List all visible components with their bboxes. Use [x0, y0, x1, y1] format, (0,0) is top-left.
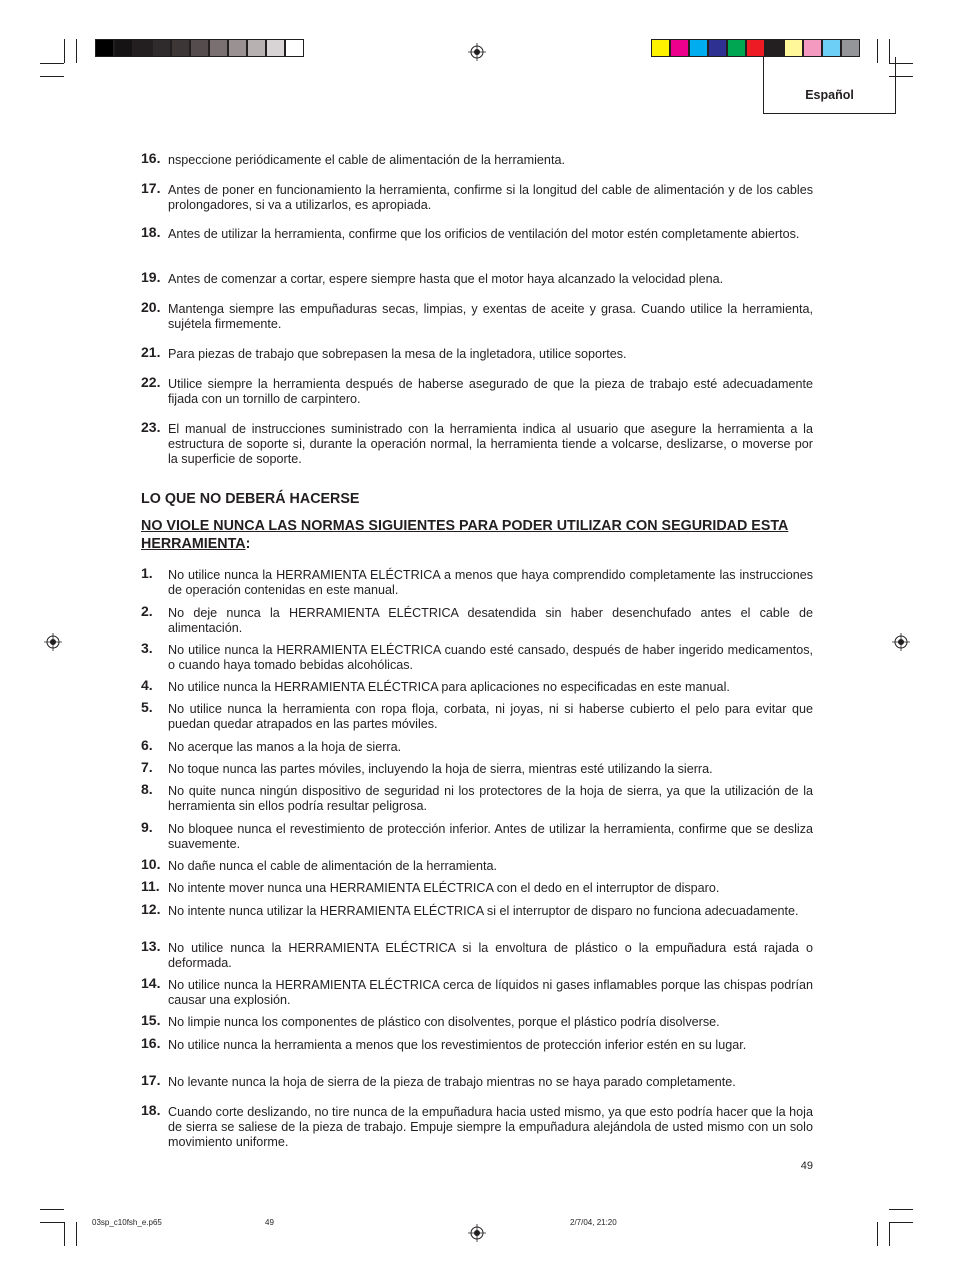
list-item: [141, 419, 813, 467]
color-swatch: [784, 39, 803, 57]
item-number: 8.: [141, 781, 153, 797]
list-item: [141, 1012, 813, 1030]
crop-mark: [76, 39, 77, 63]
item-number: 20.: [141, 299, 161, 315]
color-swatch: [651, 39, 670, 57]
color-swatch: [152, 39, 171, 57]
list-item: [141, 737, 813, 755]
item-text: Antes de comenzar a cortar, espere siempre hasta que el motor haya alcanzado la velocidad plena.: [168, 272, 724, 286]
item-text: Utilice siempre la herramienta después de haberse asegurado de que la pieza de trabajo esté adecuadamente fijada con un tornillo de carpintero.: [168, 377, 813, 406]
item-text: No acerque las manos a la hoja de sierra.: [168, 740, 402, 754]
item-number: 11.: [141, 878, 160, 894]
item-text: No deje nunca la HERRAMIENTA ELÉCTRICA desatendida sin haber desenchufado antes el cable de alimentación.: [168, 606, 813, 635]
color-swatch: [803, 39, 822, 57]
item-text: No bloquee nunca el revestimiento de protección inferior. Antes de utilizar la herramienta, confirme que se desliza suavemente.: [168, 822, 813, 851]
color-swatch: [209, 39, 228, 57]
item-text: No dañe nunca el cable de alimentación de la herramienta.: [168, 859, 498, 873]
item-text: No utilice nunca la HERRAMIENTA ELÉCTRICA a menos que haya comprendido completamente las instrucciones de operación contenidas en este manual.: [168, 568, 813, 597]
list-item: [141, 1035, 813, 1053]
list-item: [141, 299, 813, 332]
crop-mark: [40, 63, 64, 64]
file-name: 03sp_c10fsh_e.p65: [92, 1218, 162, 1227]
list-item: [141, 819, 813, 852]
color-swatch: [765, 39, 784, 57]
list-item: [141, 856, 813, 874]
color-swatch: [266, 39, 285, 57]
item-text: No limpie nunca los componentes de plástico con disolventes, porque el plástico podría disolverse.: [168, 1015, 720, 1029]
item-number: 6.: [141, 737, 153, 753]
color-swatch: [228, 39, 247, 57]
list-item: [141, 1072, 813, 1090]
list-item: [141, 565, 813, 598]
color-swatch: [746, 39, 765, 57]
color-swatch: [133, 39, 152, 57]
item-number: 9.: [141, 819, 153, 835]
crop-mark: [40, 76, 64, 77]
crop-mark: [76, 1222, 77, 1246]
list-item: [141, 781, 813, 814]
item-text: El manual de instrucciones suministrado con la herramienta indica al usuario que asegure la herramienta a la estructura de soporte si, durante la operación normal, la herramienta tiende a volcarse, deslizarse, o moverse por la superficie de soporte.: [168, 422, 813, 466]
color-swatch: [841, 39, 860, 57]
item-number: 15.: [141, 1012, 161, 1028]
item-text: No quite nunca ningún dispositivo de seguridad ni los protectores de la hoja de sierra, ya que la utilización de la herramienta sin ellos podría resultar peligrosa.: [168, 784, 813, 813]
item-text: No utilice nunca la HERRAMIENTA ELÉCTRICA si la envoltura de plástico o la empuñadura está rajada o deformada.: [168, 941, 813, 970]
item-text: No intente mover nunca una HERRAMIENTA ELÉCTRICA con el dedo en el interruptor de disparo.: [168, 881, 720, 895]
item-number: 13.: [141, 938, 161, 954]
list-item: [141, 878, 813, 896]
list-item: [141, 901, 813, 919]
section-subtitle-text: NO VIOLE NUNCA LAS NORMAS SIGUIENTES PARA PODER UTILIZAR CON SEGURIDAD ESTA HERRAMIENTA: [141, 518, 789, 552]
item-number: 10.: [141, 856, 161, 872]
item-text: No utilice nunca la herramienta con ropa floja, corbata, ni joyas, ni si haberse cubierto el pelo para evitar que puedan quedar atrapados en las partes móviles.: [168, 702, 813, 731]
list-item: [141, 180, 813, 213]
color-swatch: [670, 39, 689, 57]
item-text: Mantenga siempre las empuñaduras secas, limpias, y exentas de aceite y grasa. Cuando utilice la herramienta, sujétela firmemente.: [168, 302, 813, 331]
section-subtitle: [141, 517, 813, 553]
color-swatch: [171, 39, 190, 57]
list-item: [141, 1102, 813, 1150]
crop-mark: [889, 1222, 890, 1246]
section-title: LO QUE NO DEBERÁ HACERSE: [141, 491, 360, 507]
crop-mark: [889, 1222, 913, 1223]
crop-mark: [889, 1209, 913, 1210]
item-number: 18.: [141, 224, 161, 240]
item-text: Para piezas de trabajo que sobrepasen la mesa de la ingletadora, utilice soportes.: [168, 347, 627, 361]
list-item: [141, 603, 813, 636]
item-text: No intente nunca utilizar la HERRAMIENTA ELÉCTRICA si el interruptor de disparo no funciona adecuadamente.: [168, 904, 799, 918]
color-swatch: [114, 39, 133, 57]
color-swatch: [708, 39, 727, 57]
item-text: nspeccione periódicamente el cable de alimentación de la herramienta.: [168, 153, 565, 167]
list-item: [141, 374, 813, 407]
item-number: 7.: [141, 759, 153, 775]
item-number: 19.: [141, 269, 161, 285]
item-number: 14.: [141, 975, 161, 991]
color-swatch: [247, 39, 266, 57]
list-item: [141, 150, 813, 168]
list-item: [141, 269, 813, 287]
registration-mark-icon: [892, 633, 910, 651]
item-number: 16.: [141, 150, 161, 166]
item-number: 17.: [141, 1072, 161, 1088]
color-swatch: [285, 39, 304, 57]
item-number: 2.: [141, 603, 153, 619]
item-text: No toque nunca las partes móviles, incluyendo la hoja de sierra, mientras esté utilizando la sierra.: [168, 762, 713, 776]
color-swatch: [190, 39, 209, 57]
item-text: No utilice nunca la herramienta a menos que los revestimientos de protección inferior estén en su lugar.: [168, 1038, 747, 1052]
registration-mark-icon: [44, 633, 62, 651]
crop-mark: [64, 39, 65, 63]
list-item: [141, 975, 813, 1008]
item-number: 16.: [141, 1035, 161, 1051]
item-text: Cuando corte deslizando, no tire nunca de la empuñadura hacia usted mismo, ya que esto podría hacer que la hoja de sierra se saliese de la pieza de trabajo. Empuje siempre la empuñadura alejándola de usted mismo con un solo movimiento uniforme.: [168, 1105, 813, 1149]
item-number: 4.: [141, 677, 153, 693]
color-swatch: [822, 39, 841, 57]
item-number: 17.: [141, 180, 161, 196]
item-number: 5.: [141, 699, 153, 715]
language-label: Español: [805, 88, 854, 102]
file-page-number: 49: [265, 1218, 274, 1227]
crop-mark: [64, 1222, 65, 1246]
item-text: Antes de poner en funcionamiento la herramienta, confirme si la longitud del cable de alimentación y de los cables prolongadores, si va a utilizarlos, es apropiada.: [168, 183, 813, 212]
crop-mark: [877, 1222, 878, 1246]
item-number: 12.: [141, 901, 161, 917]
item-number: 18.: [141, 1102, 161, 1118]
item-text: Antes de utilizar la herramienta, confirme que los orificios de ventilación del motor estén completamente abiertos.: [168, 227, 800, 241]
item-number: 22.: [141, 374, 161, 390]
section-subtitle-colon: :: [245, 536, 251, 552]
registration-mark-icon: [468, 1224, 486, 1242]
timestamp: 2/7/04, 21:20: [570, 1218, 617, 1227]
item-text: No utilice nunca la HERRAMIENTA ELÉCTRICA cuando esté cansado, después de haber ingerido medicamentos, o cuando haya tomado bebidas alcohólicas.: [168, 643, 813, 672]
item-number: 1.: [141, 565, 153, 581]
list-item: [141, 224, 813, 242]
item-text: No utilice nunca la HERRAMIENTA ELÉCTRICA para aplicaciones no especificadas en este manual.: [168, 680, 730, 694]
list-item: [141, 677, 813, 695]
list-item: [141, 759, 813, 777]
item-text: No utilice nunca la HERRAMIENTA ELÉCTRICA cerca de líquidos ni gases inflamables porque las chispas podrían causar una explosión.: [168, 978, 813, 1007]
list-item: [141, 640, 813, 673]
color-swatch: [95, 39, 114, 57]
color-swatch: [727, 39, 746, 57]
color-swatch: [689, 39, 708, 57]
item-text: No levante nunca la hoja de sierra de la pieza de trabajo mientras no se haya parado completamente.: [168, 1075, 736, 1089]
item-number: 23.: [141, 419, 161, 435]
crop-mark: [40, 1222, 64, 1223]
list-item: [141, 699, 813, 732]
item-number: 21.: [141, 344, 161, 360]
list-item: [141, 938, 813, 971]
crop-mark: [40, 1209, 64, 1210]
language-tab: [763, 57, 896, 114]
item-number: 3.: [141, 640, 153, 656]
page-number: 49: [800, 1160, 813, 1172]
list-item: [141, 344, 813, 362]
registration-mark-icon: [468, 43, 486, 61]
